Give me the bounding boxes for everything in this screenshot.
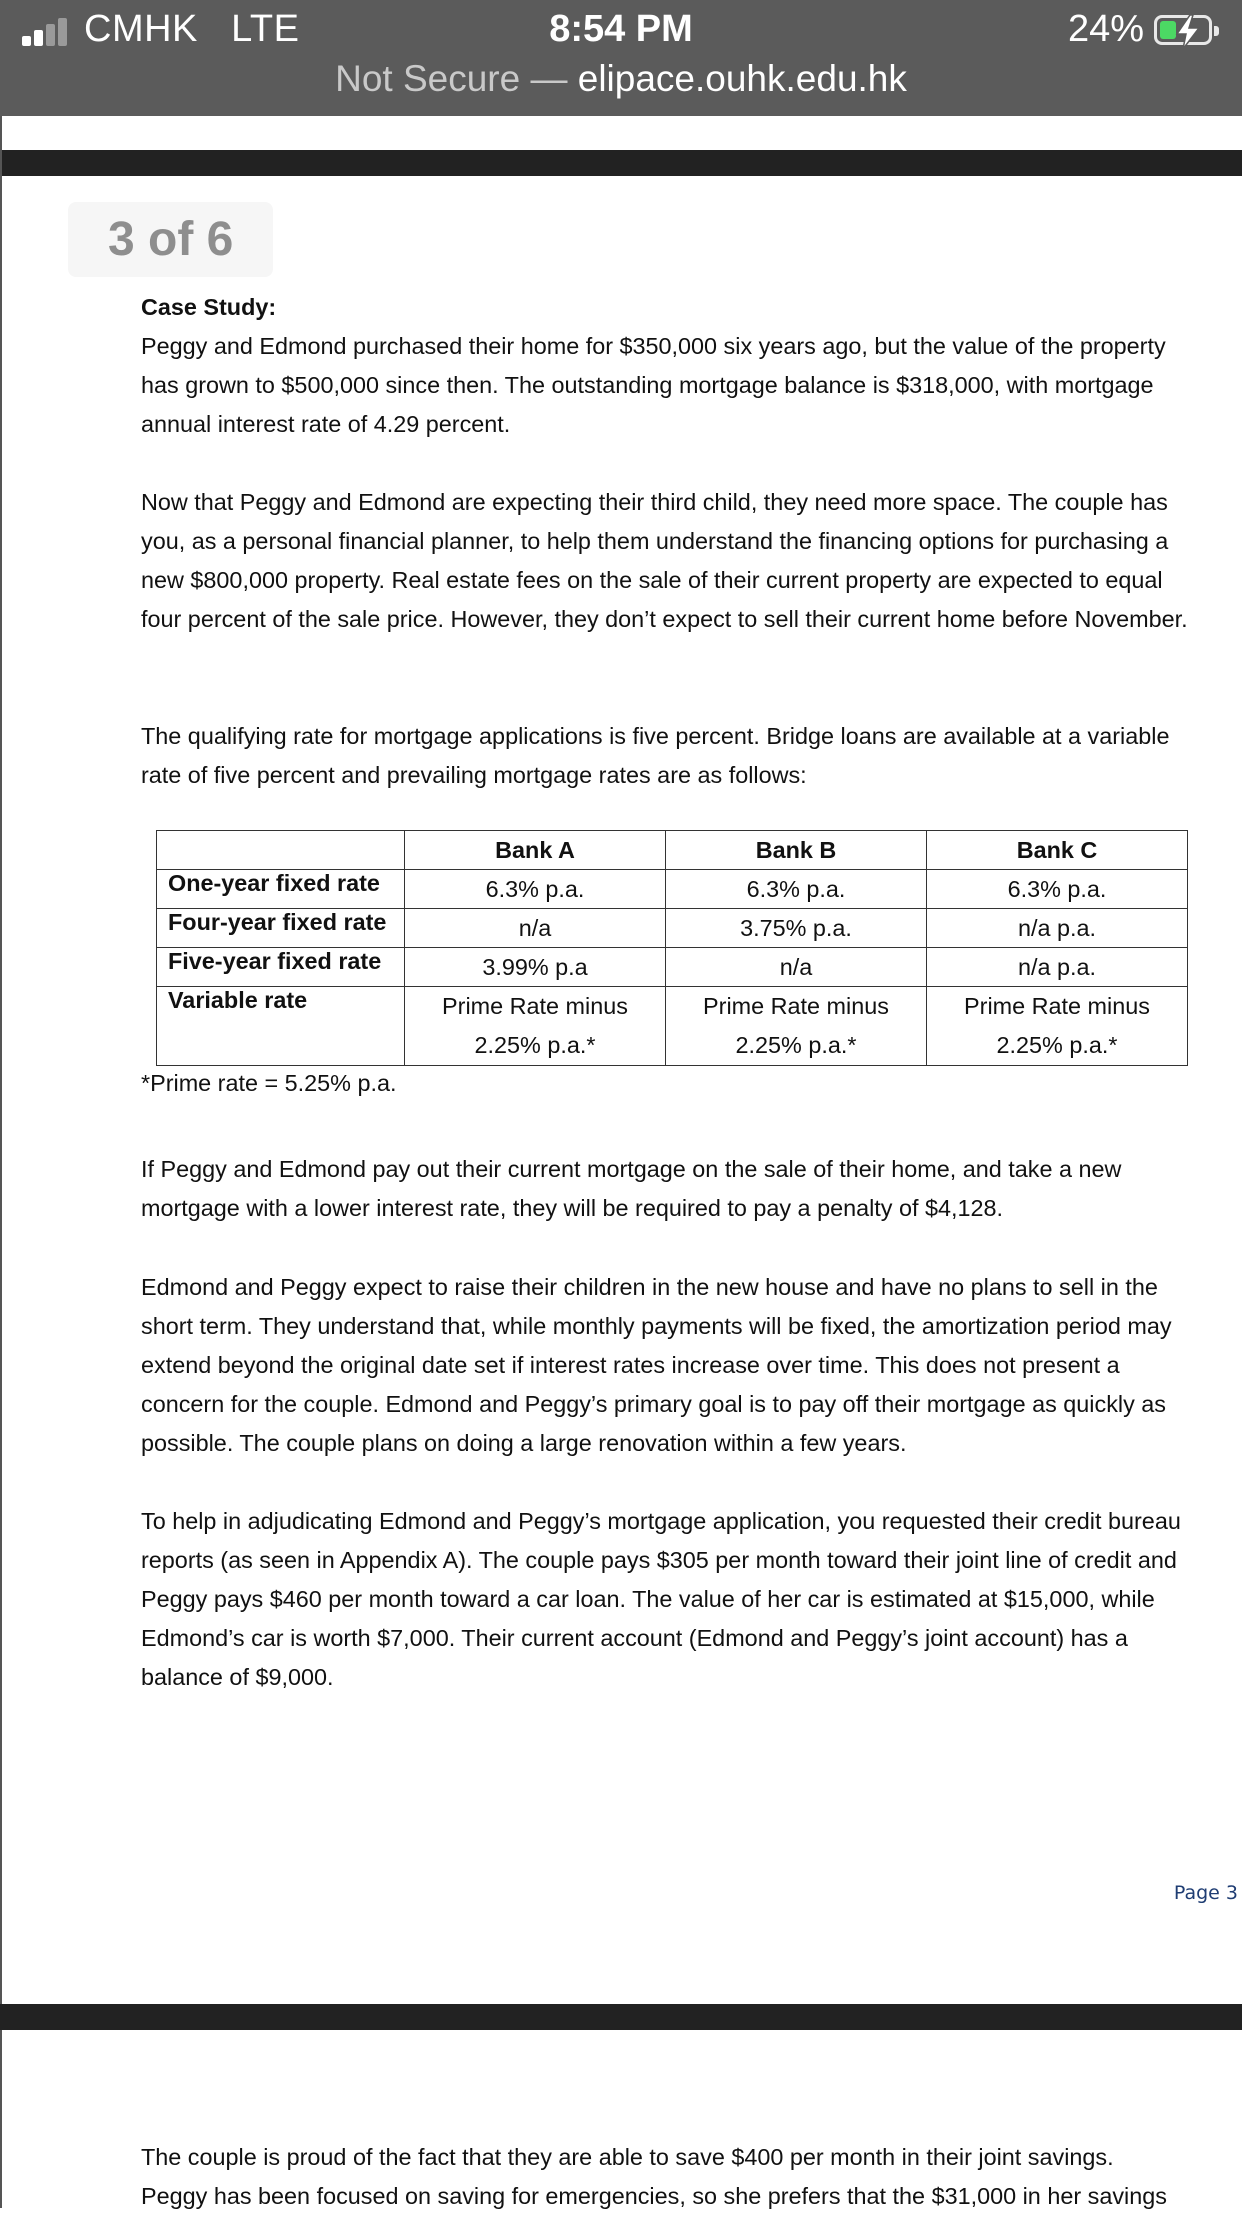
paragraph-2: Now that Peggy and Edmond are expecting their third child, they need more space. The couple has you, as a personal financial planner, to help them understand the financing options for purchasing a new $800,000 property. Real estate fees on the sale of their current property are expected to equal four percent of the sale price. However, they don’t expect to sell their current home before November. bbox=[141, 489, 1188, 632]
next-page-line: The couple is proud of the fact that they are able to save $400 per month in their joint savings. bbox=[141, 2144, 1114, 2170]
cell-line: Prime Rate minus bbox=[964, 993, 1150, 1019]
clock: 8:54 PM bbox=[549, 8, 693, 50]
pdf-page-3 bbox=[2, 176, 1242, 2120]
table-cell: n/a bbox=[666, 948, 927, 987]
carrier-name: CMHK bbox=[84, 8, 198, 50]
next-page-text bbox=[141, 2138, 1191, 2216]
security-indicator: Not Secure — bbox=[335, 58, 568, 99]
case-study-heading: Case Study: bbox=[141, 294, 277, 320]
page-number-label: Page 3 bbox=[1173, 1882, 1238, 1904]
paragraph-3: The qualifying rate for mortgage applications is five percent. Bridge loans are available at a variable rate of five percent and prevailing mortgage rates are as follows: bbox=[141, 723, 1170, 788]
battery-charging-icon bbox=[1154, 15, 1212, 45]
cell-line: 2.25% p.a.* bbox=[474, 1032, 596, 1058]
pdf-page-4 bbox=[2, 2030, 1242, 2208]
prime-rate-footnote: *Prime rate = 5.25% p.a. bbox=[141, 1070, 397, 1096]
network-type: LTE bbox=[231, 8, 300, 50]
case-study-intro bbox=[141, 288, 1191, 444]
table-cell bbox=[666, 987, 927, 1066]
table-cell: 3.99% p.a bbox=[405, 948, 666, 987]
table-row bbox=[157, 870, 1188, 909]
battery-percentage: 24% bbox=[1067, 8, 1144, 50]
row-label: Four-year fixed rate bbox=[157, 909, 405, 948]
table-cell bbox=[405, 987, 666, 1066]
table-cell bbox=[927, 987, 1188, 1066]
table-header-row bbox=[157, 831, 1188, 870]
table-cell: n/a p.a. bbox=[927, 909, 1188, 948]
address-bar[interactable] bbox=[0, 58, 1242, 100]
table-row bbox=[157, 987, 1188, 1066]
page-edge bbox=[0, 116, 2, 2208]
table-header-bank-c: Bank C bbox=[927, 831, 1188, 870]
table-cell: n/a p.a. bbox=[927, 948, 1188, 987]
page-domain: elipace.ouhk.edu.hk bbox=[577, 58, 907, 99]
table-row bbox=[157, 948, 1188, 987]
cell-line: 2.25% p.a.* bbox=[735, 1032, 857, 1058]
status-bar bbox=[0, 0, 1242, 116]
table-cell: 6.3% p.a. bbox=[405, 870, 666, 909]
paragraph-4: If Peggy and Edmond pay out their current mortgage on the sale of their home, and take a new mortgage with a lower interest rate, they will be required to pay a penalty of $4,128. bbox=[141, 1156, 1122, 1221]
cell-line: 2.25% p.a.* bbox=[996, 1032, 1118, 1058]
table-header-empty bbox=[157, 831, 405, 870]
page-separator bbox=[0, 150, 1242, 176]
page-counter: 3 of 6 bbox=[68, 202, 273, 277]
page-separator bbox=[0, 2004, 1242, 2030]
table-cell: 6.3% p.a. bbox=[927, 870, 1188, 909]
table-cell: n/a bbox=[405, 909, 666, 948]
paragraph-6: To help in adjudicating Edmond and Peggy’s mortgage application, you requested their credit bureau reports (as seen in Appendix A). The couple pays $305 per month toward their joint line of credit and Peggy pays $460 per month toward a car loan. The value of her car is estimated at $15,000, while Edmond’s car is worth $7,000. Their current account (Edmond and Peggy’s joint account) has a balance of $9,000. bbox=[141, 1508, 1181, 1690]
mortgage-rates-table bbox=[156, 830, 1188, 1066]
row-label: Five-year fixed rate bbox=[157, 948, 405, 987]
paragraph-1: Peggy and Edmond purchased their home for $350,000 six years ago, but the value of the property has grown to $500,000 since then. The outstanding mortgage balance is $318,000, with mortgage annual interest rate of 4.29 percent. bbox=[141, 333, 1166, 437]
paragraph-5: Edmond and Peggy expect to raise their children in the new house and have no plans to sell in the short term. They understand that, while monthly payments will be fixed, the amortization period may extend beyond the original date set if interest rates increase over time. This does not present a concern for the couple. Edmond and Peggy’s primary goal is to pay off their mortgage as quickly as possible. The couple plans on doing a large renovation within a few years. bbox=[141, 1274, 1172, 1456]
row-label: Variable rate bbox=[157, 987, 405, 1066]
pdf-viewer[interactable] bbox=[0, 116, 1242, 2208]
table-header-bank-a: Bank A bbox=[405, 831, 666, 870]
table-cell: 6.3% p.a. bbox=[666, 870, 927, 909]
table-row bbox=[157, 909, 1188, 948]
row-label: One-year fixed rate bbox=[157, 870, 405, 909]
cell-line: Prime Rate minus bbox=[703, 993, 889, 1019]
table-cell: 3.75% p.a. bbox=[666, 909, 927, 948]
table-header-bank-b: Bank B bbox=[666, 831, 927, 870]
next-page-line: Peggy has been focused on saving for emergencies, so she prefers that the $31,000 in her savings bbox=[141, 2183, 1167, 2209]
cell-line: Prime Rate minus bbox=[442, 993, 628, 1019]
